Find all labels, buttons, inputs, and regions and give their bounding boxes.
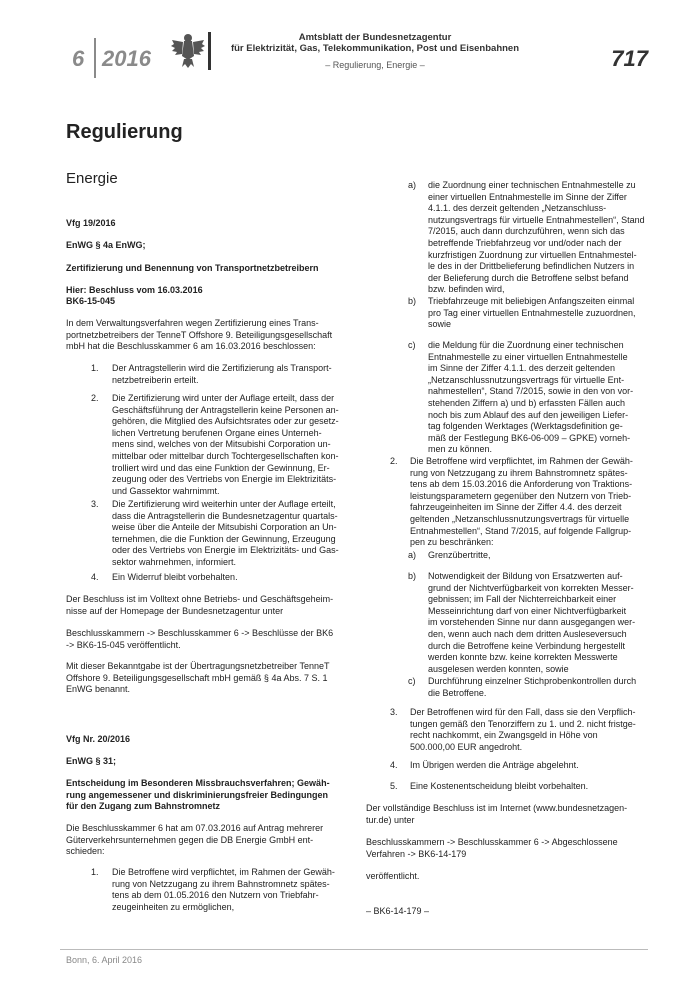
heading-1: Zertifizierung und Benennung von Transportnetzbetreibern: [66, 263, 319, 273]
journal-title-line1: Amtsblatt der Bundesnetzagentur: [298, 32, 452, 43]
list-item: 1. Der Antragstellerin wird die Zertifizierung als Transport- netzbetreiberin erteilt.: [91, 363, 332, 385]
list-item: 3. Die Zertifizierung wird weiterhin unter der Auflage erteilt, dass die Antragstellerin die Bundesnetzagentur quartals- weise über die Anteile der Mitsubishi Corporation an Un- ternehmen, die die Funktion der Gewinnung, Erzeugung oder des Vertriebs von Energie im Elektrizitäts- und Gas- sektor wahrnehmen, informiert.: [91, 499, 339, 567]
case-reference-2: – BK6-14-179 –: [366, 906, 430, 916]
heading-2: Entscheidung im Besonderen Missbrauchsverfahren; Gewäh- rung angemessener und diskriminierungsfreier Bedingungen für den Zugang zum Bahnstromnetz: [66, 778, 330, 812]
list-item: 4. Ein Widerruf bleibt vorbehalten.: [91, 572, 238, 582]
list-item: a) die Zuordnung einer technischen Entnahmestelle zu einer virtuellen Entnahmestelle im Sinne der Ziffer 4.1.1. des derzeit geltenden „Netzanschluss- nutzungsvertrags für virtuelle Entnahmestellen“, Stand 7/2015, auch dann durchzuführen, wenn sich das betreffende Triebfahrzeug vor und/oder nach der kurzfristigen Zuordnung zur virtuellen Entnahmestel- le des in der Drittbelieferung befindlichen Nutzers in der Belieferung durch die Betroffene selbst befand bzw. befinden wird,: [408, 180, 645, 295]
list-item: 2. Die Zertifizierung wird unter der Auflage erteilt, dass der Geschäftsführung der Antragstellerin keine Personen an- gehören, die Mitglied des Aufsichtsrates oder zur gesetz- lichen Vertretung berufenen Organe eines Unterneh- mens sind, welches von der Mitsubishi Corporation un- mittelbar oder mittelbar durch Tochtergesellschaften kon- trolliert wird und das eine Funktion der Gewinnung, Er- zeugung oder des Vertriebs von Energie im Elektrizitäts- und Gassektor wahrnimmt.: [91, 393, 339, 496]
paragraph: veröffentlicht.: [366, 871, 420, 881]
header-divider: [94, 38, 96, 78]
list-item: 5. Eine Kostenentscheidung bleibt vorbehalten.: [390, 781, 589, 791]
federal-eagle-icon: [170, 30, 206, 70]
paragraph: Der Beschluss ist im Volltext ohne Betriebs- und Geschäftsgeheim- nisse auf der Homepage der Bundesnetzagentur unter: [66, 594, 334, 616]
decision-date-1: Hier: Beschluss vom 16.03.2016: [66, 285, 203, 295]
footer-text: Bonn, 6. April 2016: [66, 955, 143, 965]
footer-divider: [60, 949, 648, 950]
list-item: 2. Die Betroffene wird verpflichtet, im Rahmen der Gewäh- rung von Netzzugang zu ihrem Bahnstromnetz spätes- tens ab dem 15.03.2016 die Anforderung von Traktions- leistungsparametern gegenüber den Nutzern von Trieb- fahrzeugeinheiten im Sinne der Ziffer 4.4. des derzeit geltenden „Netzanschlussnutzungsvertrags für virtuelle Entnahmestellen“, Stand 7/2015, auf folgende Fallgrup- pen zu beschränken:: [390, 456, 633, 548]
page-title: Regulierung: [66, 121, 183, 143]
list-item: 4. Im Übrigen werden die Anträge abgelehnt.: [390, 760, 579, 770]
list-item: b) Triebfahrzeuge mit beliebigen Anfangszeiten einmal pro Tag einer virtuellen Entnahmestelle zuzuordnen, sowie: [408, 296, 636, 330]
legal-basis-2: EnWG § 31;: [66, 756, 117, 766]
list-item: c) Durchführung einzelner Stichprobenkontrollen durch die Betroffene.: [408, 676, 637, 698]
order-number-2: Vfg Nr. 20/2016: [66, 734, 131, 744]
legal-basis-1: EnWG § 4a EnWG;: [66, 240, 146, 250]
paragraph: Der vollständige Beschluss ist im Internet (www.bundesnetzagen- tur.de) unter: [366, 803, 628, 825]
logo-bar: [208, 32, 211, 70]
section-title: Energie: [66, 170, 118, 187]
list-item: c) die Meldung für die Zuordnung einer technischen Entnahmestelle zu einer virtuellen Entnahmestelle im Sinne der Ziffer 4.1.1. des derzeit geltenden „Netzanschlussnutzungsvertrags für virtuelle Ent- nahmestellen“, Stand 7/2015, sowie in den von vor- stehenden Ziffern a) und b) erfassten Fällen auch noch bis zum Ablauf des auf den jeweiligen Liefer- tag folgenden Werktages (Werktagsdefinition ge- mäß der Festlegung BK6-06-009 – GPKE) vorneh- men zu können.: [408, 340, 634, 455]
intro-paragraph-1: In dem Verwaltungsverfahren wegen Zertifizierung eines Trans- portnetzbetreibers der TenneT Offshore 9. Beteiligungsgesellschaft mbH hat die Beschlusskammer 6 am 16.03.2016 beschlossen:: [66, 318, 333, 352]
list-item: 3. Der Betroffenen wird für den Fall, dass sie den Verpflich- tungen gemäß den Tenorziffern zu 1. und 2. nicht fristge- recht nachkommt, ein Zwangsgeld in Höhe von 500.000,00 EUR angedroht.: [390, 707, 636, 752]
case-reference-1: BK6-15-045: [66, 296, 116, 306]
list-item: 1. Die Betroffene wird verpflichtet, im Rahmen der Gewäh- rung von Netzzugang zu ihrem Bahnstromnetz spätes- tens ab dem 01.05.2016 den Nutzern von Triebfahr- zeugeinheiten zu ermöglichen,: [91, 867, 335, 912]
list-item: a) Grenzübertritte,: [408, 550, 491, 560]
journal-subtitle: – Regulierung, Energie –: [325, 60, 425, 70]
paragraph: Beschlusskammern -> Beschlusskammer 6 -> Abgeschlossene Verfahren -> BK6-14-179: [366, 837, 618, 859]
issue-number: 6: [72, 46, 85, 71]
page-number: 717: [611, 46, 648, 71]
list-item: b) Notwendigkeit der Bildung von Ersatzwerten auf- grund der Nichtverfügbarkeit von korrekten Messer- gebnissen; im Fall der Nichterreichbarkeit einer Messeinrichtung darf von einer Nichtverfügbarkeit im vorstehenden Sinne nur dann ausgegangen wer- den, wenn auch nach dem dritten Ausleseversuch durch die Betroffene keine Verbindung hergestellt werden konnte bzw. keine korrekten Messwerte ausgelesen werden konnten, sowie: [408, 571, 636, 674]
paragraph: Mit dieser Bekanntgabe ist der Übertragungsnetzbetreiber TenneT Offshore 9. Beteiligungsgesellschaft mbH gemäß § 4a Abs. 7 S. 1 EnWG benannt.: [66, 661, 330, 695]
intro-paragraph-2: Die Beschlusskammer 6 hat am 07.03.2016 auf Antrag mehrerer Güterverkehrsunternehmen gegen die DB Energie GmbH ent- schieden:: [66, 823, 324, 857]
order-number-1: Vfg 19/2016: [66, 218, 116, 228]
journal-title-line2: für Elektrizität, Gas, Telekommunikation, Post und Eisenbahnen: [230, 43, 520, 54]
paragraph: Beschlusskammern -> Beschlusskammer 6 -> Beschlüsse der BK6 -> BK6-15-045 veröffentlicht.: [66, 628, 334, 650]
issue-year: 2016: [102, 46, 151, 71]
